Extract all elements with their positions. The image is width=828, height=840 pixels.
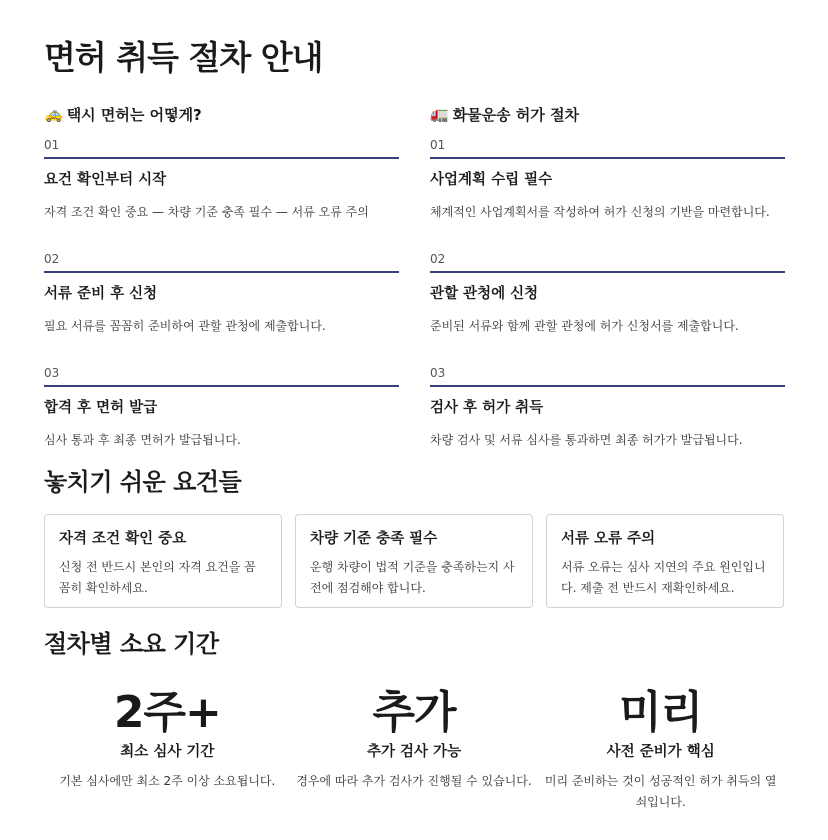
stat-description: 기본 심사에만 최소 2주 이상 소요됩니다.: [59, 774, 276, 788]
cargo-heading-text: 화물운송 허가 절차: [452, 105, 580, 124]
step-divider: [44, 385, 399, 387]
step-description: 필요 서류를 꼼꼼히 준비하여 관할 관청에 제출합니다.: [44, 319, 326, 333]
cargo-step-2: [430, 252, 785, 354]
step-title: 합격 후 면허 발급: [44, 400, 158, 416]
step-title: 검사 후 허가 취득: [430, 400, 544, 416]
stat-description: 경우에 따라 추가 검사가 진행될 수 있습니다.: [296, 774, 532, 788]
step-divider: [430, 385, 785, 387]
step-description: 준비된 서류와 함께 관할 관청에 허가 신청서를 제출합니다.: [430, 319, 739, 333]
card-title: 자격 조건 확인 중요: [59, 531, 187, 547]
card-description: 서류 오류는 심사 지연의 주요 원인입니다. 제출 전 반드시 재확인하세요.: [561, 560, 766, 595]
truck-icon: 🚛: [430, 105, 449, 123]
taxi-license-section: [44, 102, 399, 468]
requirement-card: [295, 514, 533, 608]
cargo-permit-section: [430, 102, 785, 468]
stat-value: 2주+: [113, 687, 221, 738]
requirements-cards: [44, 514, 784, 608]
step-number: 01: [44, 138, 60, 152]
card-title: 차량 기준 충족 필수: [310, 531, 438, 547]
step-number: 01: [430, 138, 446, 152]
stat-item: [291, 676, 538, 813]
duration-stats: [44, 676, 784, 813]
step-title: 사업계획 수립 필수: [430, 172, 553, 188]
step-description: 심사 통과 후 최종 면허가 발급됩니다.: [44, 433, 241, 447]
taxi-step-3: [44, 366, 399, 468]
stat-value: 미리: [619, 687, 703, 738]
requirement-card: [44, 514, 282, 608]
step-number: 02: [44, 252, 60, 266]
stat-label: 사전 준비가 핵심: [606, 744, 715, 760]
step-number: 03: [430, 366, 446, 380]
duration-title: 절차별 소요 기간: [44, 630, 219, 658]
stat-label: 최소 심사 기간: [120, 744, 215, 760]
stat-item: [537, 676, 784, 813]
cargo-step-1: [430, 138, 785, 240]
stat-description: 미리 준비하는 것이 성공적인 허가 취득의 열쇠입니다.: [544, 774, 777, 809]
step-number: 03: [44, 366, 60, 380]
step-description: 자격 조건 확인 중요 — 차량 기준 충족 필수 — 서류 오류 주의: [44, 205, 369, 219]
taxi-heading: [44, 102, 399, 126]
step-title: 관할 관청에 신청: [430, 286, 539, 302]
page-title: 면허 취득 절차 안내: [44, 38, 323, 77]
step-divider: [430, 157, 785, 159]
card-description: 신청 전 반드시 본인의 자격 요건을 꼼꼼히 확인하세요.: [59, 560, 256, 595]
taxi-step-2: [44, 252, 399, 354]
step-description: 차량 검사 및 서류 심사를 통과하면 최종 허가가 발급됩니다.: [430, 433, 743, 447]
taxi-icon: 🚕: [44, 105, 63, 123]
step-description: 체계적인 사업계획서를 작성하여 허가 신청의 기반을 마련합니다.: [430, 205, 770, 219]
requirement-card: [546, 514, 784, 608]
stat-value: 추가: [372, 687, 456, 738]
step-divider: [44, 271, 399, 273]
card-description: 운행 차량이 법적 기준을 충족하는지 사전에 점검해야 합니다.: [310, 560, 515, 595]
taxi-step-1: [44, 138, 399, 240]
cargo-heading: [430, 102, 785, 126]
step-title: 요건 확인부터 시작: [44, 172, 167, 188]
stat-item: [44, 676, 291, 813]
step-title: 서류 준비 후 신청: [44, 286, 158, 302]
step-number: 02: [430, 252, 446, 266]
requirements-title: 놓치기 쉬운 요건들: [44, 468, 242, 496]
step-divider: [430, 271, 785, 273]
step-divider: [44, 157, 399, 159]
stat-label: 추가 검사 가능: [366, 744, 462, 760]
taxi-heading-text: 택시 면허는 어떻게?: [66, 105, 202, 124]
card-title: 서류 오류 주의: [561, 531, 656, 547]
cargo-step-3: [430, 366, 785, 468]
